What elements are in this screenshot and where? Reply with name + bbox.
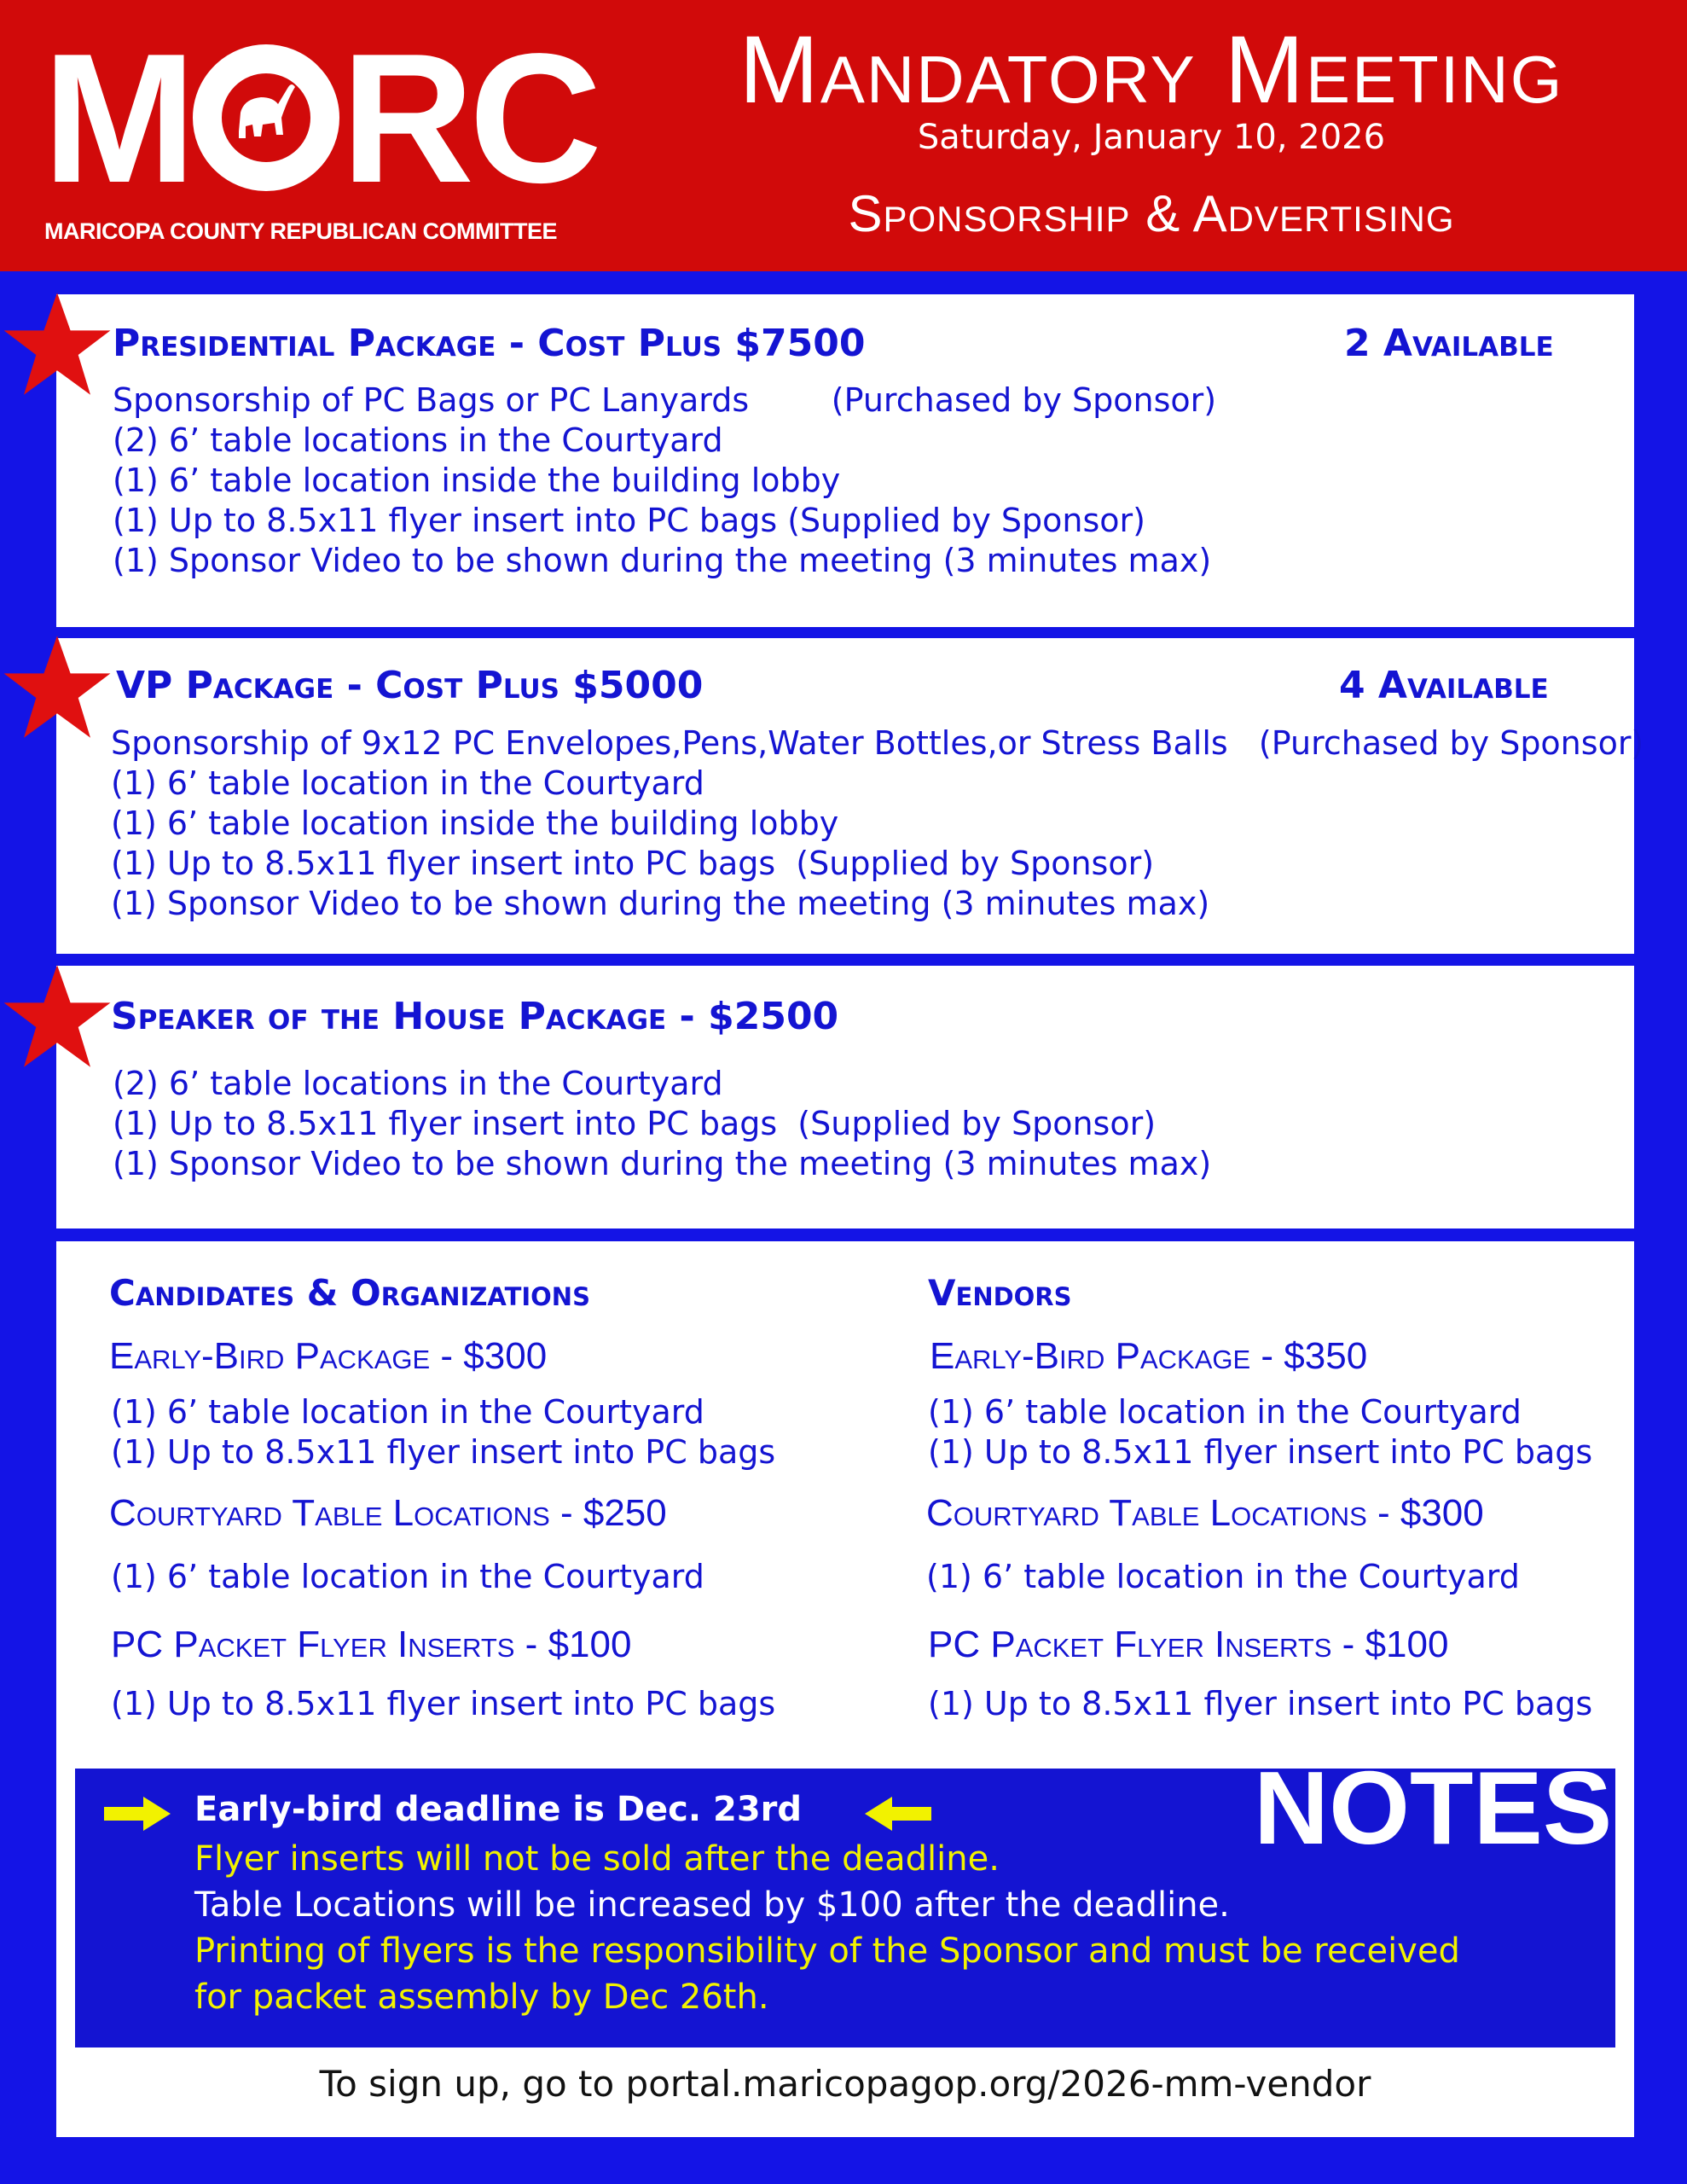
vp-package-title: VP Package - Cost Plus $5000 xyxy=(116,664,704,707)
logo-subtitle: MARICOPA COUNTY REPUBLICAN COMMITTEE xyxy=(44,218,557,244)
package-line: (1) 6’ table location inside the building lobby xyxy=(113,462,841,499)
package-line: (1) 6’ table location inside the building lobby xyxy=(111,804,839,842)
star-icon xyxy=(2,633,113,741)
candidates-early-bird-title: Early-Bird Package - $300 xyxy=(109,1335,548,1377)
package-line: (1) Sponsor Video to be shown during the meeting (3 minutes max) xyxy=(111,885,1210,922)
candidates-inserts-title: PC Packet Flyer Inserts - $100 xyxy=(111,1623,632,1665)
presidential-package-panel xyxy=(56,294,1634,627)
mcrc-logo xyxy=(43,15,597,221)
package-line: (1) Up to 8.5x11 flyer insert into PC bags (Supplied by Sponsor) xyxy=(113,1105,1157,1142)
vendors-early-bird-title: Early-Bird Package - $350 xyxy=(930,1335,1368,1377)
package-line: (1) Sponsor Video to be shown during the meeting (3 minutes max) xyxy=(113,542,1212,579)
page-title: Mandatory Meeting xyxy=(739,16,1564,123)
logo-letter-m: M xyxy=(43,15,191,221)
vp-package-panel xyxy=(56,638,1644,954)
notes-title: NOTES xyxy=(1254,1750,1613,1866)
meeting-date: Saturday, January 10, 2026 xyxy=(917,118,1386,157)
vp-package-availability: 4 Available xyxy=(1339,664,1549,707)
presidential-package-title: Presidential Package - Cost Plus $7500 xyxy=(113,322,866,365)
package-line: (1) 6’ table location in the Courtyard xyxy=(111,764,704,802)
presidential-package-availability: 2 Available xyxy=(1344,322,1554,365)
arrow-right-icon xyxy=(104,1795,172,1833)
header-banner xyxy=(0,0,1687,271)
logo-letter-r: R xyxy=(340,15,469,221)
package-line: (1) Up to 8.5x11 flyer insert into PC bags (Supplied by Sponsor) xyxy=(111,845,1155,882)
candidates-courtyard-title: Courtyard Table Locations - $250 xyxy=(109,1492,667,1534)
package-line: (1) 6’ table location in the Courtyard xyxy=(111,1393,704,1431)
package-line: (1) 6’ table location in the Courtyard xyxy=(111,1558,704,1595)
logo-letter-c: C xyxy=(468,15,597,221)
note-line: Flyer inserts will not be sold after the deadline. xyxy=(194,1839,1000,1879)
package-line: (1) Up to 8.5x11 flyer insert into PC bags xyxy=(111,1685,776,1722)
candidates-heading: Candidates & Organizations xyxy=(109,1272,590,1314)
package-line: (1) Up to 8.5x11 flyer insert into PC bags xyxy=(928,1433,1593,1471)
package-line: (1) Up to 8.5x11 flyer insert into PC bags xyxy=(111,1433,776,1471)
package-line: (1) 6’ table location in the Courtyard xyxy=(926,1558,1520,1595)
package-line: (2) 6’ table locations in the Courtyard xyxy=(113,1065,723,1102)
note-line: for packet assembly by Dec 26th. xyxy=(194,1978,769,2017)
star-icon xyxy=(2,962,113,1070)
package-line: (1) Sponsor Video to be shown during the meeting (3 minutes max) xyxy=(113,1145,1212,1182)
package-line: Sponsorship of 9x12 PC Envelopes,Pens,Water Bottles,or Stress Balls (Purchased by Sponsor) xyxy=(111,724,1644,762)
speaker-package-panel xyxy=(56,966,1634,1228)
vendors-courtyard-title: Courtyard Table Locations - $300 xyxy=(926,1492,1484,1534)
note-line: Table Locations will be increased by $100 after the deadline. xyxy=(194,1885,1230,1925)
vendors-inserts-title: PC Packet Flyer Inserts - $100 xyxy=(928,1623,1449,1665)
page-subtitle: Sponsorship & Advertising xyxy=(848,185,1455,242)
arrow-left-icon xyxy=(863,1795,931,1833)
package-line: Sponsorship of PC Bags or PC Lanyards (Purchased by Sponsor) xyxy=(113,381,1217,419)
package-line: (1) Up to 8.5x11 flyer insert into PC bags (Supplied by Sponsor) xyxy=(113,502,1145,539)
package-line: (1) Up to 8.5x11 flyer insert into PC bags xyxy=(928,1685,1593,1722)
signup-footer: To sign up, go to portal.maricopagop.org/2026-mm-vendor xyxy=(319,2063,1371,2105)
speaker-package-title: Speaker of the House Package - $2500 xyxy=(111,995,839,1038)
package-line: (1) 6’ table location in the Courtyard xyxy=(928,1393,1522,1431)
package-line: (2) 6’ table locations in the Courtyard xyxy=(113,421,723,459)
note-line: Printing of flyers is the responsibility of the Sponsor and must be received xyxy=(194,1931,1460,1971)
star-icon xyxy=(2,290,113,398)
deadline-note: Early-bird deadline is Dec. 23rd xyxy=(194,1790,803,1829)
vendors-heading: Vendors xyxy=(928,1272,1072,1314)
logo-circle-elephant xyxy=(193,44,339,191)
elephant-icon xyxy=(223,75,309,160)
